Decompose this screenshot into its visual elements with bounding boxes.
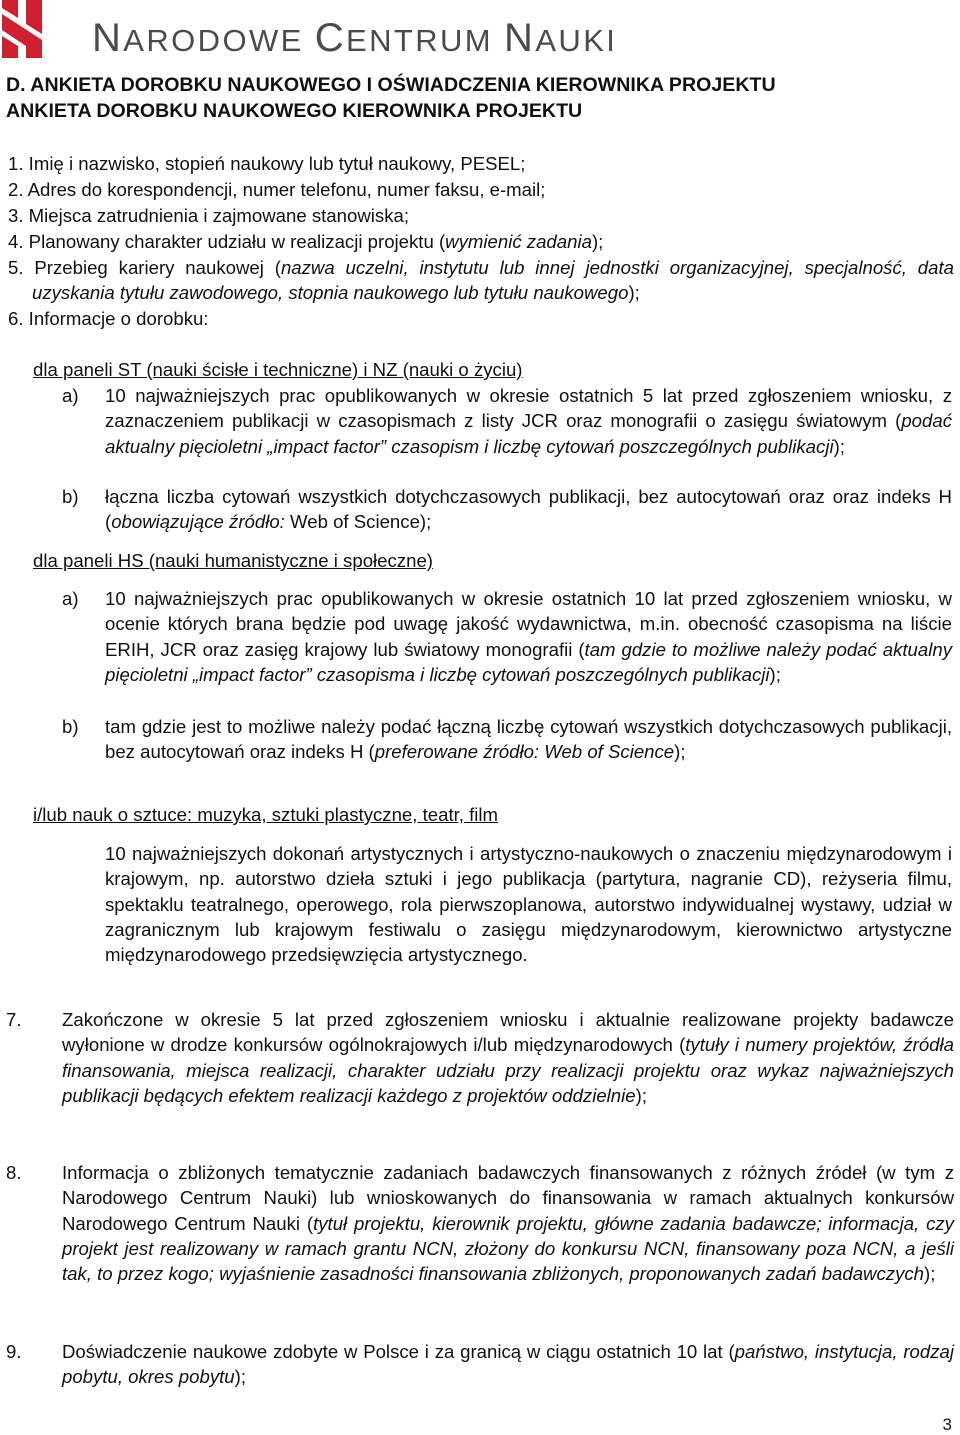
page-number: 3 (942, 1415, 952, 1434)
list-item: 1. Imię i nazwisko, stopień naukowy lub tytuł naukowy, PESEL; (8, 153, 526, 174)
list-number: 8. (6, 1162, 22, 1183)
org-name: NARODOWE CENTRUM NAUKI (92, 16, 618, 60)
list-item: 4. Planowany charakter udziału w realizacji projektu (wymienić zadania); (8, 231, 604, 252)
st-heading: dla paneli ST (nauki ścisłe i techniczne) i NZ (nauki o życiu) (33, 359, 523, 380)
section-title: D. ANKIETA DOROBKU NAUKOWEGO I OŚWIADCZENIA KIEROWNIKA PROJEKTU (6, 74, 776, 96)
list-item: 3. Miejsca zatrudnienia i zajmowane stanowiska; (8, 205, 409, 226)
list-item: 5. Przebieg kariery naukowej (nazwa uczelni, instytutu lub innej jednostki organizacyjnej, specjalność, data uzyskania tytułu zawodowego, stopnia naukowego lub tytułu naukowego); (8, 257, 954, 304)
list-item: 2. Adres do korespondencji, numer telefonu, numer faksu, e-mail; (8, 179, 546, 200)
list-number: 7. (6, 1009, 22, 1030)
hs-item-b: tam gdzie jest to możliwe należy podać łączną liczbę cytowań wszystkich dotychczasowych publikacji, bez autocytowań oraz indeks H (preferowane źródło: Web of Science); (105, 716, 952, 763)
hs-item-a: 10 najważniejszych prac opublikowanych w okresie ostatnich 10 lat przed zgłoszeniem wniosku, w ocenie których brana będzie pod uwagę jakość wydawnictwa, m.in. obecność czasopisma na liście ERIH, JCR oraz zasięg krajowy lub światowy monografii (tam gdzie to możliwe należy podać aktualny pięcioletni „impact factor” czasopisma i liczbę cytowań poszczególnych publikacji); (105, 588, 952, 685)
ncn-logo-icon (2, 0, 42, 58)
st-item-b: łączna liczba cytowań wszystkich dotychczasowych publikacji, bez autocytowań oraz oraz indeks H (obowiązujące źródło: Web of Science); (105, 486, 952, 533)
list-label: b) (62, 716, 79, 737)
list-item-7: Zakończone w okresie 5 lat przed zgłoszeniem wniosku i aktualnie realizowane projekty badawcze wyłonione w drodze konkursów ogólnokrajowych i/lub międzynarodowych (tytuły i numery projektów, źródła finansowania, miejsca realizacji, charakter udziału przy realizacji projektu oraz wykaz najważniejszych publikacji będących efektem realizacji każdego z projektów oddzielnie); (62, 1009, 954, 1106)
list-item-8: Informacja o zbliżonych tematycznie zadaniach badawczych finansowanych z różnych źródeł (w tym z Narodowego Centrum Nauki) lub wnioskowanych do finansowania w ramach aktualnych konkursów Narodowego Centrum Nauki (tytuł projektu, kierownik projektu, główne zadania badawcze; informacja, czy projekt jest realizowany w ramach grantu NCN, złożony do konkursu NCN, finansowany poza NCN, a jeśli tak, to przez kogo; wyjaśnienie zasadności finansowania zbliżonych, proponowanych zadań badawczych); (62, 1162, 954, 1285)
hs-heading: dla paneli HS (nauki humanistyczne i społeczne) (33, 550, 433, 571)
arts-heading: i/lub nauk o sztuce: muzyka, sztuki plastyczne, teatr, film (33, 804, 499, 825)
list-item: 6. Informacje o dorobku: (8, 308, 209, 329)
arts-item: 10 najważniejszych dokonań artystycznych i artystyczno-naukowych o znaczeniu międzynarodowym i krajowym, np. autorstwo dzieła sztuki i jego publikacja (partytura, nagranie CD), reżyseria filmu, spektaklu teatralnego, operowego, rola pierwszoplanowa, autorstwo indywidualnej wystawy, udział w zagranicznym lub krajowym festiwalu o zasięgu międzynarodowym, kierownictwo artystyczne międzynarodowego przedsięwzięcia artystycznego. (105, 843, 952, 966)
list-label: a) (62, 588, 79, 609)
section-subtitle: ANKIETA DOROBKU NAUKOWEGO KIEROWNIKA PROJEKTU (6, 100, 583, 122)
list-item-9: Doświadczenie naukowe zdobyte w Polsce i za granicą w ciągu ostatnich 10 lat (państwo, instytucja, rodzaj pobytu, okres pobytu); (62, 1341, 954, 1388)
list-label: b) (62, 486, 79, 507)
list-label: a) (62, 385, 79, 406)
list-number: 9. (6, 1341, 22, 1362)
st-item-a: 10 najważniejszych prac opublikowanych w okresie ostatnich 5 lat przed zgłoszeniem wniosku, z zaznaczeniem publikacji w czasopismach z listy JCR oraz monografii o zasięgu światowym (podać aktualny pięcioletni „impact factor” czasopism i liczbę cytowań poszczególnych publikacji); (105, 385, 952, 457)
